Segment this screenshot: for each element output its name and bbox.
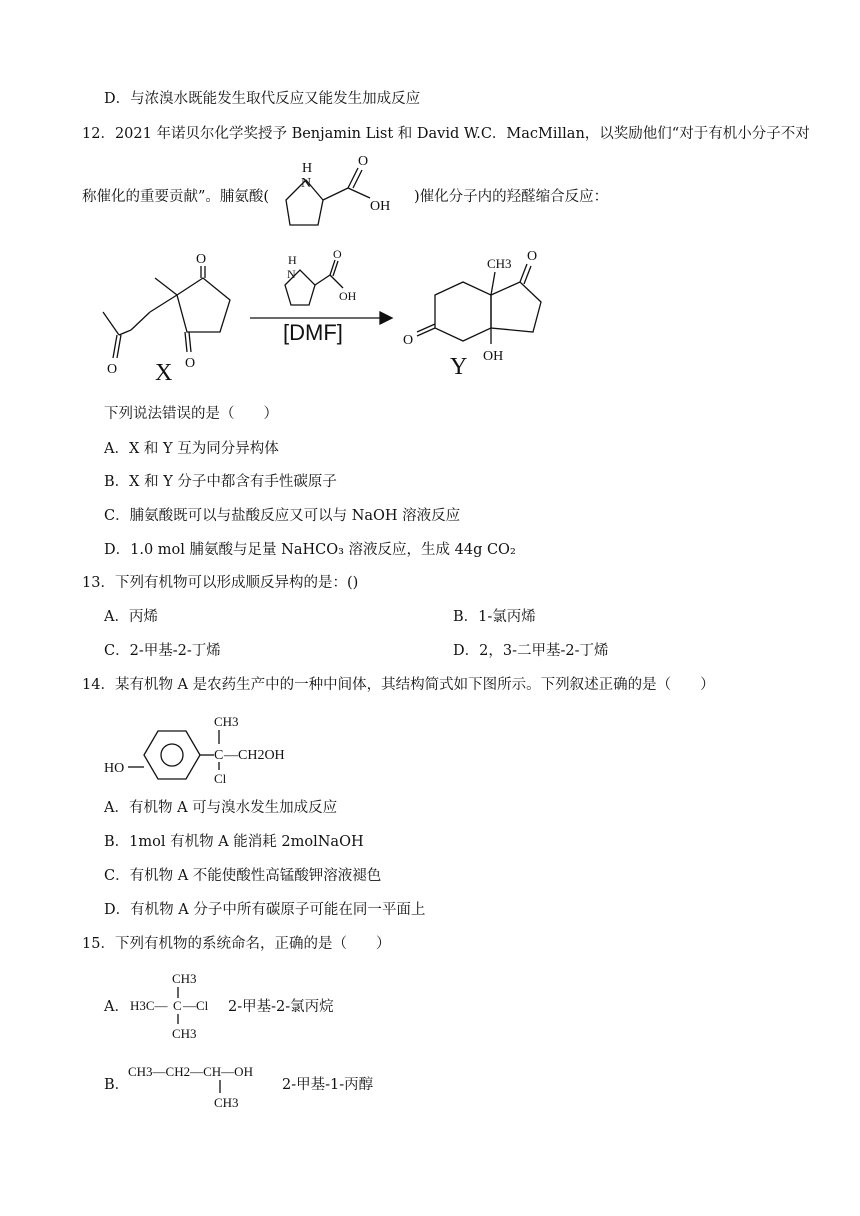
q15a-bottom: CH3: [172, 1026, 197, 1041]
q14-c: C: [214, 748, 224, 763]
q14-ch2oh: —CH2OH: [224, 748, 285, 763]
q15b-bottom: CH3: [214, 1095, 239, 1110]
proline-n: N: [301, 176, 312, 191]
y-oh: OH: [483, 349, 504, 364]
q15a-c: C: [173, 998, 182, 1013]
proline-structure: [278, 150, 413, 238]
q12-stem-line2-post: )催化分子内的羟醛缩合反应：: [414, 189, 609, 205]
y-ch3: CH3: [487, 256, 512, 271]
q15-option-b-name: 2-甲基-1-丙醇: [282, 1077, 374, 1093]
x-o-chain: O: [107, 362, 118, 377]
q12-option-b: B．X 和 Y 分子中都含有手性碳原子: [104, 474, 337, 490]
proline-o: O: [358, 154, 369, 169]
q14-option-a: A．有机物 A 可与溴水发生加成反应: [104, 800, 338, 816]
q15-option-a-label: A．: [104, 999, 129, 1015]
cat-h: H: [288, 253, 297, 267]
reaction-scheme: [95, 240, 565, 385]
q13-option-a: A．丙烯: [104, 609, 158, 625]
q14-stem: 14．某有机物 A 是农药生产中的一种中间体，其结构简式如下图所示。下列叙述正确的是（ ）: [82, 677, 715, 693]
q14-option-b: B．1mol 有机物 A 能消耗 2molNaOH: [104, 834, 364, 850]
y-o-top: O: [527, 249, 538, 264]
q15a-right: —Cl: [183, 998, 209, 1013]
cat-oh: OH: [339, 289, 357, 303]
q14-cl: Cl: [214, 771, 227, 786]
q15a-left: H3C—: [130, 998, 168, 1013]
q15a-top: CH3: [172, 971, 197, 986]
q15-option-b-label: B．: [104, 1077, 130, 1093]
q13-option-b: B．1-氯丙烯: [453, 609, 536, 625]
q12-stem-line1: 12．2021 年诺贝尔化学奖授予 Benjamin List 和 David W.C．MacMillan，以奖励他们“对于有机小分子不对: [82, 126, 810, 142]
cat-o: O: [333, 247, 342, 261]
q12-option-a: A．X 和 Y 互为同分异构体: [104, 441, 279, 457]
q15-option-b-structure: [128, 1060, 276, 1112]
proline-h: H: [302, 161, 313, 176]
q14-option-d: D．有机物 A 分子中所有碳原子可能在同一平面上: [104, 902, 426, 918]
q13-option-d: D．2，3-二甲基-2-丁烯: [453, 643, 609, 659]
y-o-left: O: [403, 333, 414, 348]
y-label: Y: [450, 354, 468, 380]
q15-option-a-structure: [128, 968, 228, 1046]
x-o-top: O: [196, 252, 207, 267]
q14-option-c: C．有机物 A 不能使酸性高锰酸钾溶液褪色: [104, 868, 382, 884]
q15b-main: CH3—CH2—CH—OH: [128, 1064, 253, 1079]
q11-option-d: D．与浓溴水既能发生取代反应又能发生加成反应: [104, 91, 421, 107]
q15-option-a-name: 2-甲基-2-氯丙烷: [228, 999, 334, 1015]
q12-option-d: D．1.0 mol 脯氨酸与足量 NaHCO₃ 溶液反应，生成 44g CO₂: [104, 542, 516, 558]
q15-stem: 15．下列有机物的系统命名，正确的是（ ）: [82, 936, 391, 952]
x-o-bottom: O: [185, 356, 196, 371]
x-label: X: [155, 360, 173, 385]
q14-ch3: CH3: [214, 714, 239, 729]
q13-option-c: C．2-甲基-2-丁烯: [104, 643, 221, 659]
reagent-label: [DMF]: [283, 320, 343, 345]
q14-structure: [104, 706, 304, 786]
q12-question: 下列说法错误的是（ ）: [104, 406, 278, 422]
cat-n: N: [287, 267, 296, 281]
q14-ho: HO: [104, 761, 125, 776]
q12-option-c: C．脯氨酸既可以与盐酸反应又可以与 NaOH 溶液反应: [104, 508, 461, 524]
proline-oh: OH: [370, 199, 391, 214]
q12-stem-line2-pre: 称催化的重要贡献”。脯氨酸(: [82, 189, 270, 205]
q13-stem: 13．下列有机物可以形成顺反异构的是：(): [82, 575, 359, 591]
